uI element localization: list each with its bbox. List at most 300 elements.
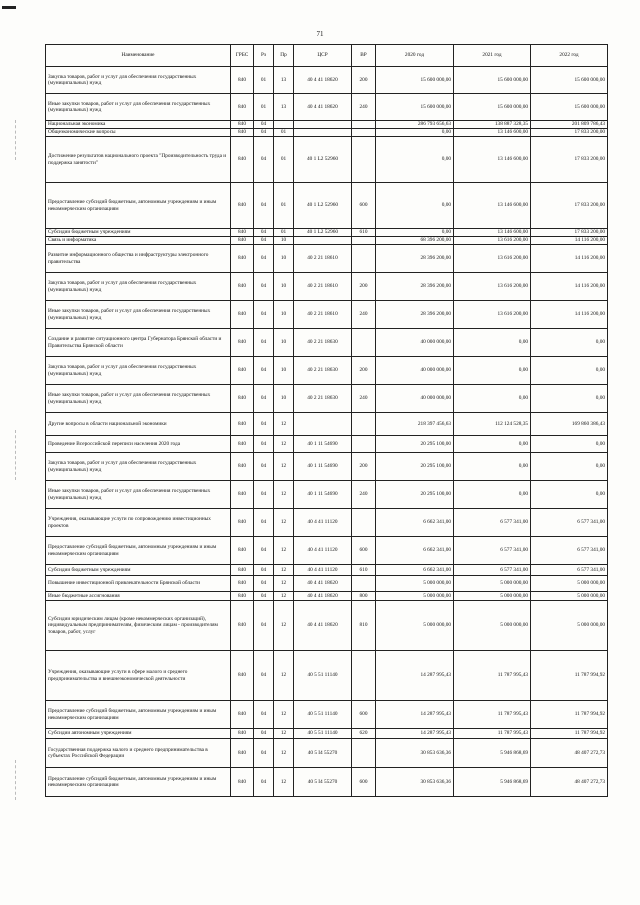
cell-2020: 30 853 636,36 bbox=[376, 768, 454, 797]
cell-2021: 13 616 200,00 bbox=[454, 245, 531, 273]
cell-rz: 04 bbox=[254, 229, 274, 237]
cell-pr: 12 bbox=[274, 768, 294, 797]
cell-vr bbox=[352, 509, 376, 537]
cell-grbs: 840 bbox=[231, 273, 254, 301]
cell-name: Закупка товаров, работ и услуг для обеспечения государственных (муниципальных) нужд bbox=[46, 453, 231, 481]
cell-name: Общеэкономические вопросы bbox=[46, 129, 231, 137]
cell-2022: 17 833 200,00 bbox=[531, 229, 608, 237]
cell-2020: 6 662 341,00 bbox=[376, 565, 454, 576]
cell-rz: 04 bbox=[254, 509, 274, 537]
cell-2020: 20 295 100,00 bbox=[376, 436, 454, 453]
page-number: 71 bbox=[316, 30, 324, 38]
cell-csr: 40 1 L2 52960 bbox=[294, 183, 352, 229]
cell-pr: 01 bbox=[274, 183, 294, 229]
cell-vr: 200 bbox=[352, 67, 376, 94]
cell-csr bbox=[294, 129, 352, 137]
cell-pr: 10 bbox=[274, 273, 294, 301]
cell-vr: 600 bbox=[352, 768, 376, 797]
cell-vr bbox=[352, 651, 376, 701]
cell-grbs: 840 bbox=[231, 129, 254, 137]
table-row bbox=[46, 385, 608, 413]
cell-csr: 40 1 11 54690 bbox=[294, 453, 352, 481]
cell-grbs: 840 bbox=[231, 94, 254, 121]
table-row bbox=[46, 94, 608, 121]
table-row bbox=[46, 357, 608, 385]
cell-grbs: 840 bbox=[231, 537, 254, 565]
table-row bbox=[46, 509, 608, 537]
cell-grbs: 840 bbox=[231, 481, 254, 509]
col-header-2021: 2021 год bbox=[454, 45, 531, 67]
cell-2021: 6 577 341,00 bbox=[454, 565, 531, 576]
cell-vr bbox=[352, 129, 376, 137]
cell-name: Национальная экономика bbox=[46, 121, 231, 129]
cell-rz: 04 bbox=[254, 385, 274, 413]
cell-pr: 12 bbox=[274, 601, 294, 651]
cell-csr: 40 2 21 18630 bbox=[294, 329, 352, 357]
cell-vr: 600 bbox=[352, 701, 376, 729]
cell-2022: 6 577 341,00 bbox=[531, 509, 608, 537]
cell-rz: 04 bbox=[254, 121, 274, 129]
cell-pr: 12 bbox=[274, 481, 294, 509]
cell-2022: 14 116 200,00 bbox=[531, 273, 608, 301]
cell-2022: 11 787 994,92 bbox=[531, 729, 608, 739]
cell-grbs: 840 bbox=[231, 385, 254, 413]
scan-dash-mark bbox=[15, 120, 16, 160]
cell-pr: 13 bbox=[274, 94, 294, 121]
cell-name: Иные закупки товаров, работ и услуг для обеспечения государственных (муниципальных) нужд bbox=[46, 385, 231, 413]
cell-pr: 12 bbox=[274, 509, 294, 537]
cell-vr: 200 bbox=[352, 453, 376, 481]
cell-grbs: 840 bbox=[231, 592, 254, 601]
cell-pr: 12 bbox=[274, 413, 294, 436]
cell-name: Субсидии бюджетным учреждениям bbox=[46, 565, 231, 576]
cell-pr: 10 bbox=[274, 301, 294, 329]
cell-csr: 40 4 41 11120 bbox=[294, 537, 352, 565]
table-row bbox=[46, 273, 608, 301]
cell-rz: 04 bbox=[254, 273, 274, 301]
cell-2020: 6 662 341,00 bbox=[376, 537, 454, 565]
cell-csr: 40 1 L2 52960 bbox=[294, 137, 352, 183]
cell-rz: 04 bbox=[254, 137, 274, 183]
cell-name: Развитие информационного общества и инфраструктуры электронного правительства bbox=[46, 245, 231, 273]
table-row bbox=[46, 729, 608, 739]
table-row bbox=[46, 121, 608, 129]
table-row bbox=[46, 67, 608, 94]
cell-pr: 10 bbox=[274, 357, 294, 385]
cell-2022: 6 577 341,00 bbox=[531, 537, 608, 565]
cell-grbs: 840 bbox=[231, 565, 254, 576]
table-row bbox=[46, 137, 608, 183]
cell-2022: 15 600 000,00 bbox=[531, 67, 608, 94]
cell-grbs: 840 bbox=[231, 576, 254, 592]
cell-csr: 40 2 21 18610 bbox=[294, 273, 352, 301]
cell-2020: 14 287 995,43 bbox=[376, 651, 454, 701]
cell-rz: 04 bbox=[254, 651, 274, 701]
cell-vr: 610 bbox=[352, 229, 376, 237]
cell-2020: 68 396 200,00 bbox=[376, 237, 454, 245]
cell-vr bbox=[352, 413, 376, 436]
table-row bbox=[46, 576, 608, 592]
cell-2020: 40 000 000,00 bbox=[376, 357, 454, 385]
cell-2022: 201 809 786,43 bbox=[531, 121, 608, 129]
cell-vr: 600 bbox=[352, 537, 376, 565]
cell-csr: 40 5 I4 55270 bbox=[294, 739, 352, 768]
cell-2021: 5 000 000,00 bbox=[454, 576, 531, 592]
cell-pr: 12 bbox=[274, 701, 294, 729]
cell-grbs: 840 bbox=[231, 329, 254, 357]
cell-2021: 11 787 995,43 bbox=[454, 729, 531, 739]
col-header-rz: Рз bbox=[254, 45, 274, 67]
cell-csr: 40 4 41 18620 bbox=[294, 94, 352, 121]
cell-2021: 13 146 600,00 bbox=[454, 229, 531, 237]
cell-2021: 0,00 bbox=[454, 436, 531, 453]
cell-csr: 40 4 41 18620 bbox=[294, 601, 352, 651]
cell-grbs: 840 bbox=[231, 601, 254, 651]
cell-name: Проведение Всероссийской переписи населения 2020 года bbox=[46, 436, 231, 453]
table-header-row bbox=[46, 45, 608, 67]
col-header-grbs: ГРБС bbox=[231, 45, 254, 67]
cell-2020: 286 793 656,63 bbox=[376, 121, 454, 129]
table-row bbox=[46, 329, 608, 357]
cell-name: Другие вопросы в области национальной экономики bbox=[46, 413, 231, 436]
cell-2022: 15 600 000,00 bbox=[531, 94, 608, 121]
cell-grbs: 840 bbox=[231, 768, 254, 797]
cell-2022: 0,00 bbox=[531, 436, 608, 453]
cell-name: Создание и развитие ситуационного центра Губернатора Брянской области и Правительства Брянской области bbox=[46, 329, 231, 357]
cell-grbs: 840 bbox=[231, 436, 254, 453]
cell-grbs: 840 bbox=[231, 739, 254, 768]
cell-pr: 12 bbox=[274, 739, 294, 768]
cell-vr bbox=[352, 576, 376, 592]
table-row bbox=[46, 129, 608, 137]
cell-pr: 12 bbox=[274, 651, 294, 701]
cell-name: Субсидии автономным учреждениям bbox=[46, 729, 231, 739]
cell-pr: 01 bbox=[274, 229, 294, 237]
cell-2020: 5 000 000,00 bbox=[376, 576, 454, 592]
col-header-name: Наименование bbox=[46, 45, 231, 67]
table-row bbox=[46, 183, 608, 229]
cell-2021: 5 946 868,69 bbox=[454, 768, 531, 797]
cell-name: Закупка товаров, работ и услуг для обеспечения государственных (муниципальных) нужд bbox=[46, 273, 231, 301]
cell-name: Закупка товаров, работ и услуг для обеспечения государственных (муниципальных) нужд bbox=[46, 67, 231, 94]
cell-2020: 40 000 000,00 bbox=[376, 385, 454, 413]
table-row bbox=[46, 592, 608, 601]
cell-2021: 0,00 bbox=[454, 453, 531, 481]
cell-grbs: 840 bbox=[231, 413, 254, 436]
cell-vr bbox=[352, 436, 376, 453]
cell-csr: 40 2 21 18610 bbox=[294, 245, 352, 273]
cell-2022: 14 116 200,00 bbox=[531, 301, 608, 329]
cell-2022: 0,00 bbox=[531, 329, 608, 357]
cell-rz: 04 bbox=[254, 481, 274, 509]
cell-name: Предоставление субсидий бюджетным, автономным учреждениям и иным некоммерческим организациям bbox=[46, 768, 231, 797]
cell-2022: 0,00 bbox=[531, 357, 608, 385]
cell-2021: 6 577 341,00 bbox=[454, 537, 531, 565]
cell-rz: 04 bbox=[254, 413, 274, 436]
cell-pr: 12 bbox=[274, 453, 294, 481]
cell-vr: 200 bbox=[352, 357, 376, 385]
table-row bbox=[46, 237, 608, 245]
cell-grbs: 840 bbox=[231, 651, 254, 701]
corner-mark bbox=[2, 6, 16, 9]
cell-rz: 04 bbox=[254, 601, 274, 651]
cell-2021: 138 887 328,35 bbox=[454, 121, 531, 129]
cell-name: Предоставление субсидий бюджетным, автономным учреждениям и иным некоммерческим организациям bbox=[46, 183, 231, 229]
cell-grbs: 840 bbox=[231, 137, 254, 183]
cell-2020: 28 396 200,00 bbox=[376, 273, 454, 301]
cell-rz: 04 bbox=[254, 739, 274, 768]
cell-name: Закупка товаров, работ и услуг для обеспечения государственных (муниципальных) нужд bbox=[46, 357, 231, 385]
table-row bbox=[46, 481, 608, 509]
cell-2022: 17 833 200,00 bbox=[531, 137, 608, 183]
cell-csr: 40 1 11 54690 bbox=[294, 481, 352, 509]
cell-2020: 20 295 100,00 bbox=[376, 453, 454, 481]
cell-2020: 6 662 341,00 bbox=[376, 509, 454, 537]
cell-rz: 04 bbox=[254, 729, 274, 739]
cell-name: Повышение инвестиционной привлекательности Брянской области bbox=[46, 576, 231, 592]
cell-rz: 04 bbox=[254, 453, 274, 481]
cell-csr: 40 4 41 11120 bbox=[294, 565, 352, 576]
cell-vr: 600 bbox=[352, 183, 376, 229]
cell-name: Субсидии юридическим лицам (кроме некоммерческих организаций), индивидуальным предпринимателям, физическим лицам - производителям товаров, работ, услуг bbox=[46, 601, 231, 651]
cell-name: Учреждения, оказывающие услуги по сопровождению инвестиционных проектов bbox=[46, 509, 231, 537]
cell-rz: 04 bbox=[254, 129, 274, 137]
cell-name: Иные бюджетные ассигнования bbox=[46, 592, 231, 601]
cell-2021: 0,00 bbox=[454, 481, 531, 509]
cell-rz: 04 bbox=[254, 701, 274, 729]
cell-2020: 5 000 000,00 bbox=[376, 592, 454, 601]
cell-rz: 04 bbox=[254, 436, 274, 453]
cell-grbs: 840 bbox=[231, 67, 254, 94]
cell-pr: 13 bbox=[274, 67, 294, 94]
col-header-2020: 2020 год bbox=[376, 45, 454, 67]
cell-2021: 13 146 600,00 bbox=[454, 183, 531, 229]
cell-rz: 04 bbox=[254, 565, 274, 576]
scan-dash-mark bbox=[15, 760, 16, 800]
cell-2020: 40 000 000,00 bbox=[376, 329, 454, 357]
cell-csr: 40 1 11 54690 bbox=[294, 436, 352, 453]
cell-rz: 04 bbox=[254, 592, 274, 601]
cell-2022: 14 116 200,00 bbox=[531, 237, 608, 245]
cell-2022: 14 116 200,00 bbox=[531, 245, 608, 273]
cell-csr: 40 5 51 11140 bbox=[294, 651, 352, 701]
cell-vr: 240 bbox=[352, 94, 376, 121]
table-row bbox=[46, 229, 608, 237]
cell-pr: 01 bbox=[274, 137, 294, 183]
cell-2021: 0,00 bbox=[454, 329, 531, 357]
cell-2022: 0,00 bbox=[531, 481, 608, 509]
cell-2021: 15 600 000,00 bbox=[454, 67, 531, 94]
cell-vr: 240 bbox=[352, 301, 376, 329]
cell-vr bbox=[352, 121, 376, 129]
cell-csr: 40 4 41 18620 bbox=[294, 592, 352, 601]
table-row bbox=[46, 651, 608, 701]
col-header-2022: 2022 год bbox=[531, 45, 608, 67]
cell-2022: 0,00 bbox=[531, 385, 608, 413]
cell-2021: 13 616 200,00 bbox=[454, 301, 531, 329]
cell-2020: 20 295 100,00 bbox=[376, 481, 454, 509]
cell-pr: 12 bbox=[274, 576, 294, 592]
cell-name: Учреждения, оказывающие услуги в сфере малого и среднего предпринимательства и внешнеэкономической деятельности bbox=[46, 651, 231, 701]
cell-grbs: 840 bbox=[231, 509, 254, 537]
cell-name: Связь и информатика bbox=[46, 237, 231, 245]
cell-name: Иные закупки товаров, работ и услуг для обеспечения государственных (муниципальных) нужд bbox=[46, 481, 231, 509]
cell-rz: 04 bbox=[254, 183, 274, 229]
cell-2022: 48 407 272,73 bbox=[531, 739, 608, 768]
cell-2020: 0,00 bbox=[376, 183, 454, 229]
cell-2022: 0,00 bbox=[531, 453, 608, 481]
cell-2020: 28 396 200,00 bbox=[376, 245, 454, 273]
cell-csr bbox=[294, 237, 352, 245]
cell-name: Предоставление субсидий бюджетным, автономным учреждениям и иным некоммерческим организациям bbox=[46, 701, 231, 729]
cell-rz: 01 bbox=[254, 94, 274, 121]
table-row bbox=[46, 701, 608, 729]
cell-pr: 01 bbox=[274, 129, 294, 137]
cell-rz: 04 bbox=[254, 768, 274, 797]
cell-vr bbox=[352, 329, 376, 357]
cell-grbs: 840 bbox=[231, 183, 254, 229]
col-header-vr: ВР bbox=[352, 45, 376, 67]
table-row bbox=[46, 768, 608, 797]
col-header-pr: Пр bbox=[274, 45, 294, 67]
cell-2020: 28 396 200,00 bbox=[376, 301, 454, 329]
cell-vr: 610 bbox=[352, 565, 376, 576]
cell-csr: 40 2 21 18630 bbox=[294, 357, 352, 385]
scan-dash-mark bbox=[15, 430, 16, 480]
cell-2020: 0,00 bbox=[376, 137, 454, 183]
table-row bbox=[46, 739, 608, 768]
cell-csr bbox=[294, 121, 352, 129]
cell-csr bbox=[294, 413, 352, 436]
cell-rz: 04 bbox=[254, 576, 274, 592]
cell-grbs: 840 bbox=[231, 453, 254, 481]
cell-grbs: 840 bbox=[231, 121, 254, 129]
cell-2020: 0,00 bbox=[376, 229, 454, 237]
cell-grbs: 840 bbox=[231, 729, 254, 739]
cell-csr: 40 5 51 11140 bbox=[294, 701, 352, 729]
cell-pr: 10 bbox=[274, 385, 294, 413]
cell-2021: 6 577 341,00 bbox=[454, 509, 531, 537]
cell-2021: 112 124 528,35 bbox=[454, 413, 531, 436]
cell-name: Субсидии бюджетным учреждениям bbox=[46, 229, 231, 237]
cell-2021: 11 787 995,43 bbox=[454, 701, 531, 729]
cell-vr: 200 bbox=[352, 273, 376, 301]
cell-csr: 40 4 41 18620 bbox=[294, 576, 352, 592]
cell-grbs: 840 bbox=[231, 229, 254, 237]
table-row bbox=[46, 245, 608, 273]
cell-2020: 0,00 bbox=[376, 129, 454, 137]
table-row bbox=[46, 565, 608, 576]
cell-grbs: 840 bbox=[231, 701, 254, 729]
cell-2022: 17 833 200,00 bbox=[531, 183, 608, 229]
cell-pr: 12 bbox=[274, 729, 294, 739]
cell-name: Достижение результатов национального проекта "Производительность труда и поддержка занятости" bbox=[46, 137, 231, 183]
cell-rz: 04 bbox=[254, 537, 274, 565]
cell-vr: 810 bbox=[352, 601, 376, 651]
table-row bbox=[46, 436, 608, 453]
cell-2021: 0,00 bbox=[454, 357, 531, 385]
cell-pr: 10 bbox=[274, 329, 294, 357]
cell-2020: 15 600 000,00 bbox=[376, 94, 454, 121]
cell-name: Иные закупки товаров, работ и услуг для обеспечения государственных (муниципальных) нужд bbox=[46, 94, 231, 121]
table-row bbox=[46, 453, 608, 481]
cell-pr: 10 bbox=[274, 245, 294, 273]
cell-2020: 15 600 000,00 bbox=[376, 67, 454, 94]
cell-vr bbox=[352, 237, 376, 245]
cell-2022: 169 860 386,43 bbox=[531, 413, 608, 436]
cell-csr: 40 2 21 18610 bbox=[294, 301, 352, 329]
cell-pr: 12 bbox=[274, 565, 294, 576]
cell-name: Предоставление субсидий бюджетным, автономным учреждениям и иным некоммерческим организациям bbox=[46, 537, 231, 565]
table-row bbox=[46, 601, 608, 651]
cell-2022: 5 000 000,00 bbox=[531, 592, 608, 601]
cell-csr: 40 4 41 18620 bbox=[294, 67, 352, 94]
cell-2021: 5 000 000,00 bbox=[454, 592, 531, 601]
cell-csr: 40 5 I4 55270 bbox=[294, 768, 352, 797]
cell-grbs: 840 bbox=[231, 301, 254, 329]
cell-rz: 04 bbox=[254, 301, 274, 329]
cell-2021: 5 946 868,69 bbox=[454, 739, 531, 768]
cell-vr bbox=[352, 739, 376, 768]
cell-2022: 11 787 994,92 bbox=[531, 651, 608, 701]
col-header-csr: ЦСР bbox=[294, 45, 352, 67]
cell-2020: 218 397 456,63 bbox=[376, 413, 454, 436]
cell-rz: 04 bbox=[254, 237, 274, 245]
cell-vr: 240 bbox=[352, 481, 376, 509]
cell-2022: 6 577 341,00 bbox=[531, 565, 608, 576]
table-row bbox=[46, 413, 608, 436]
cell-2020: 14 287 995,43 bbox=[376, 701, 454, 729]
cell-2020: 14 287 995,43 bbox=[376, 729, 454, 739]
table-row bbox=[46, 301, 608, 329]
table-row bbox=[46, 537, 608, 565]
cell-vr: 240 bbox=[352, 385, 376, 413]
cell-pr bbox=[274, 121, 294, 129]
cell-vr: 800 bbox=[352, 592, 376, 601]
cell-2021: 11 787 995,43 bbox=[454, 651, 531, 701]
cell-2022: 11 787 994,92 bbox=[531, 701, 608, 729]
cell-rz: 04 bbox=[254, 357, 274, 385]
cell-2021: 0,00 bbox=[454, 385, 531, 413]
cell-csr: 40 1 L2 52960 bbox=[294, 229, 352, 237]
cell-2021: 13 616 200,00 bbox=[454, 273, 531, 301]
cell-2022: 5 000 000,00 bbox=[531, 601, 608, 651]
cell-rz: 04 bbox=[254, 329, 274, 357]
cell-grbs: 840 bbox=[231, 357, 254, 385]
cell-grbs: 840 bbox=[231, 245, 254, 273]
cell-vr: 620 bbox=[352, 729, 376, 739]
cell-name: Государственная поддержка малого и среднего предпринимательства в субъектах Российской Федерации bbox=[46, 739, 231, 768]
cell-pr: 12 bbox=[274, 436, 294, 453]
cell-2021: 13 616 200,00 bbox=[454, 237, 531, 245]
cell-csr: 40 5 51 11140 bbox=[294, 729, 352, 739]
cell-vr bbox=[352, 137, 376, 183]
cell-2021: 5 000 000,00 bbox=[454, 601, 531, 651]
cell-pr: 12 bbox=[274, 592, 294, 601]
cell-pr: 12 bbox=[274, 537, 294, 565]
cell-2021: 13 146 600,00 bbox=[454, 137, 531, 183]
cell-2022: 48 407 272,73 bbox=[531, 768, 608, 797]
cell-2021: 13 146 600,00 bbox=[454, 129, 531, 137]
cell-name: Иные закупки товаров, работ и услуг для обеспечения государственных (муниципальных) нужд bbox=[46, 301, 231, 329]
cell-pr: 10 bbox=[274, 237, 294, 245]
cell-2020: 5 000 000,00 bbox=[376, 601, 454, 651]
cell-grbs: 840 bbox=[231, 237, 254, 245]
cell-2021: 15 600 000,00 bbox=[454, 94, 531, 121]
cell-rz: 01 bbox=[254, 67, 274, 94]
budget-table bbox=[45, 44, 608, 797]
cell-2022: 17 833 200,00 bbox=[531, 129, 608, 137]
